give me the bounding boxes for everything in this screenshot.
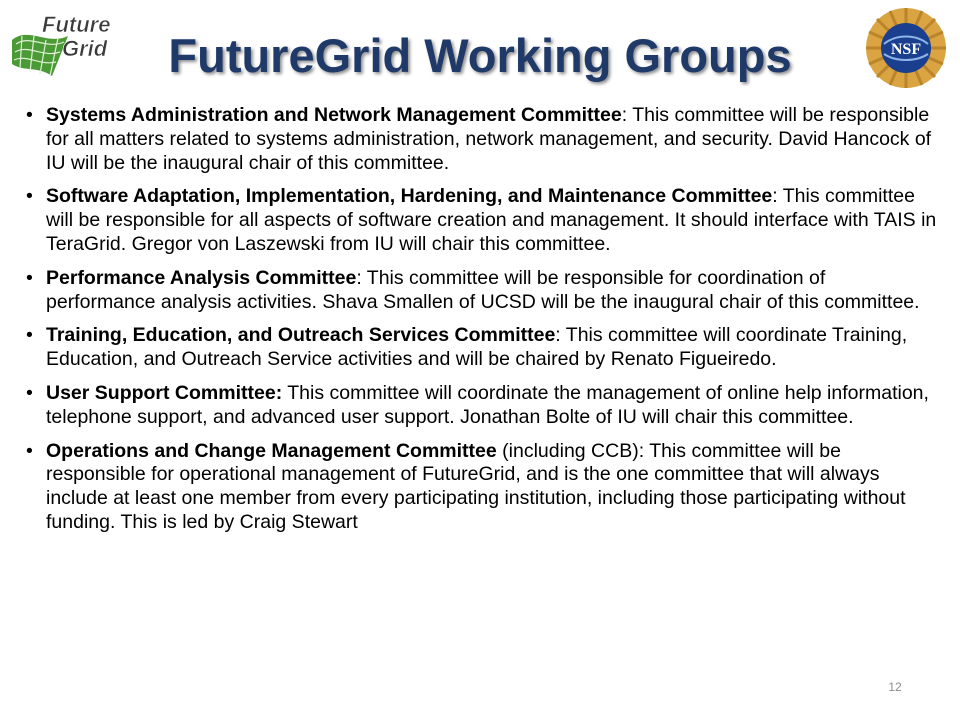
slide-title: FutureGrid Working Groups — [168, 29, 792, 82]
bullet-heading: Training, Education, and Outreach Services Committee — [46, 324, 556, 347]
bullet-heading: Software Adaptation, Implementation, Hardening, and Maintenance Committee — [46, 185, 773, 208]
bullet-list — [26, 104, 938, 545]
bullet-text: (including CCB): This committee will be responsible for operational management of FutureGrid, and is the one committee that will always include at least one member from every participating institution, including those participating without funding. This is led by Craig Stewart — [46, 439, 906, 533]
list-item — [26, 440, 938, 535]
bullet-text: : This committee will be responsible for coordination of performance analysis activities. Shava Smallen of UCSD will be the inaugural chair of this committee. — [46, 266, 920, 313]
bullet-heading: Systems Administration and Network Management Committee — [46, 104, 622, 126]
page-number: 12 — [888, 680, 902, 694]
futuregrid-logo — [8, 6, 126, 80]
bullet-text: : This committee will coordinate Training, Education, and Outreach Service activities and will be chaired by Renato Figueiredo. — [46, 324, 908, 371]
bullet-text: : This committee will be responsible for all matters related to systems administration, network management, and security. David Hancock of IU will be the inaugural chair of this committee. — [46, 104, 932, 174]
bullet-heading: Operations and Change Management Committee — [46, 439, 497, 462]
list-item — [26, 267, 938, 315]
grid-mesh-icon — [12, 35, 68, 76]
list-item — [26, 382, 938, 430]
list-item — [26, 324, 938, 372]
list-item — [26, 104, 938, 175]
futuregrid-logo-text-bottom: Grid — [62, 36, 108, 61]
bullet-text: : This committee will be responsible for all aspects of software creation and management. It should interface with TAIS in TeraGrid. Gregor von Laszewski from IU will chair this committee. — [46, 185, 937, 255]
futuregrid-logo-text-top: Future — [42, 12, 111, 37]
bullet-heading: User Support Committee: — [46, 381, 283, 404]
bullet-heading: Performance Analysis Committee — [46, 266, 357, 289]
nsf-logo — [862, 4, 950, 92]
nsf-logo-text: NSF — [890, 41, 922, 58]
bullet-text: This committee will coordinate the management of online help information, telephone support, and advanced user support. Jonathan Bolte of IU will chair this committee. — [46, 381, 929, 428]
list-item — [26, 185, 938, 256]
